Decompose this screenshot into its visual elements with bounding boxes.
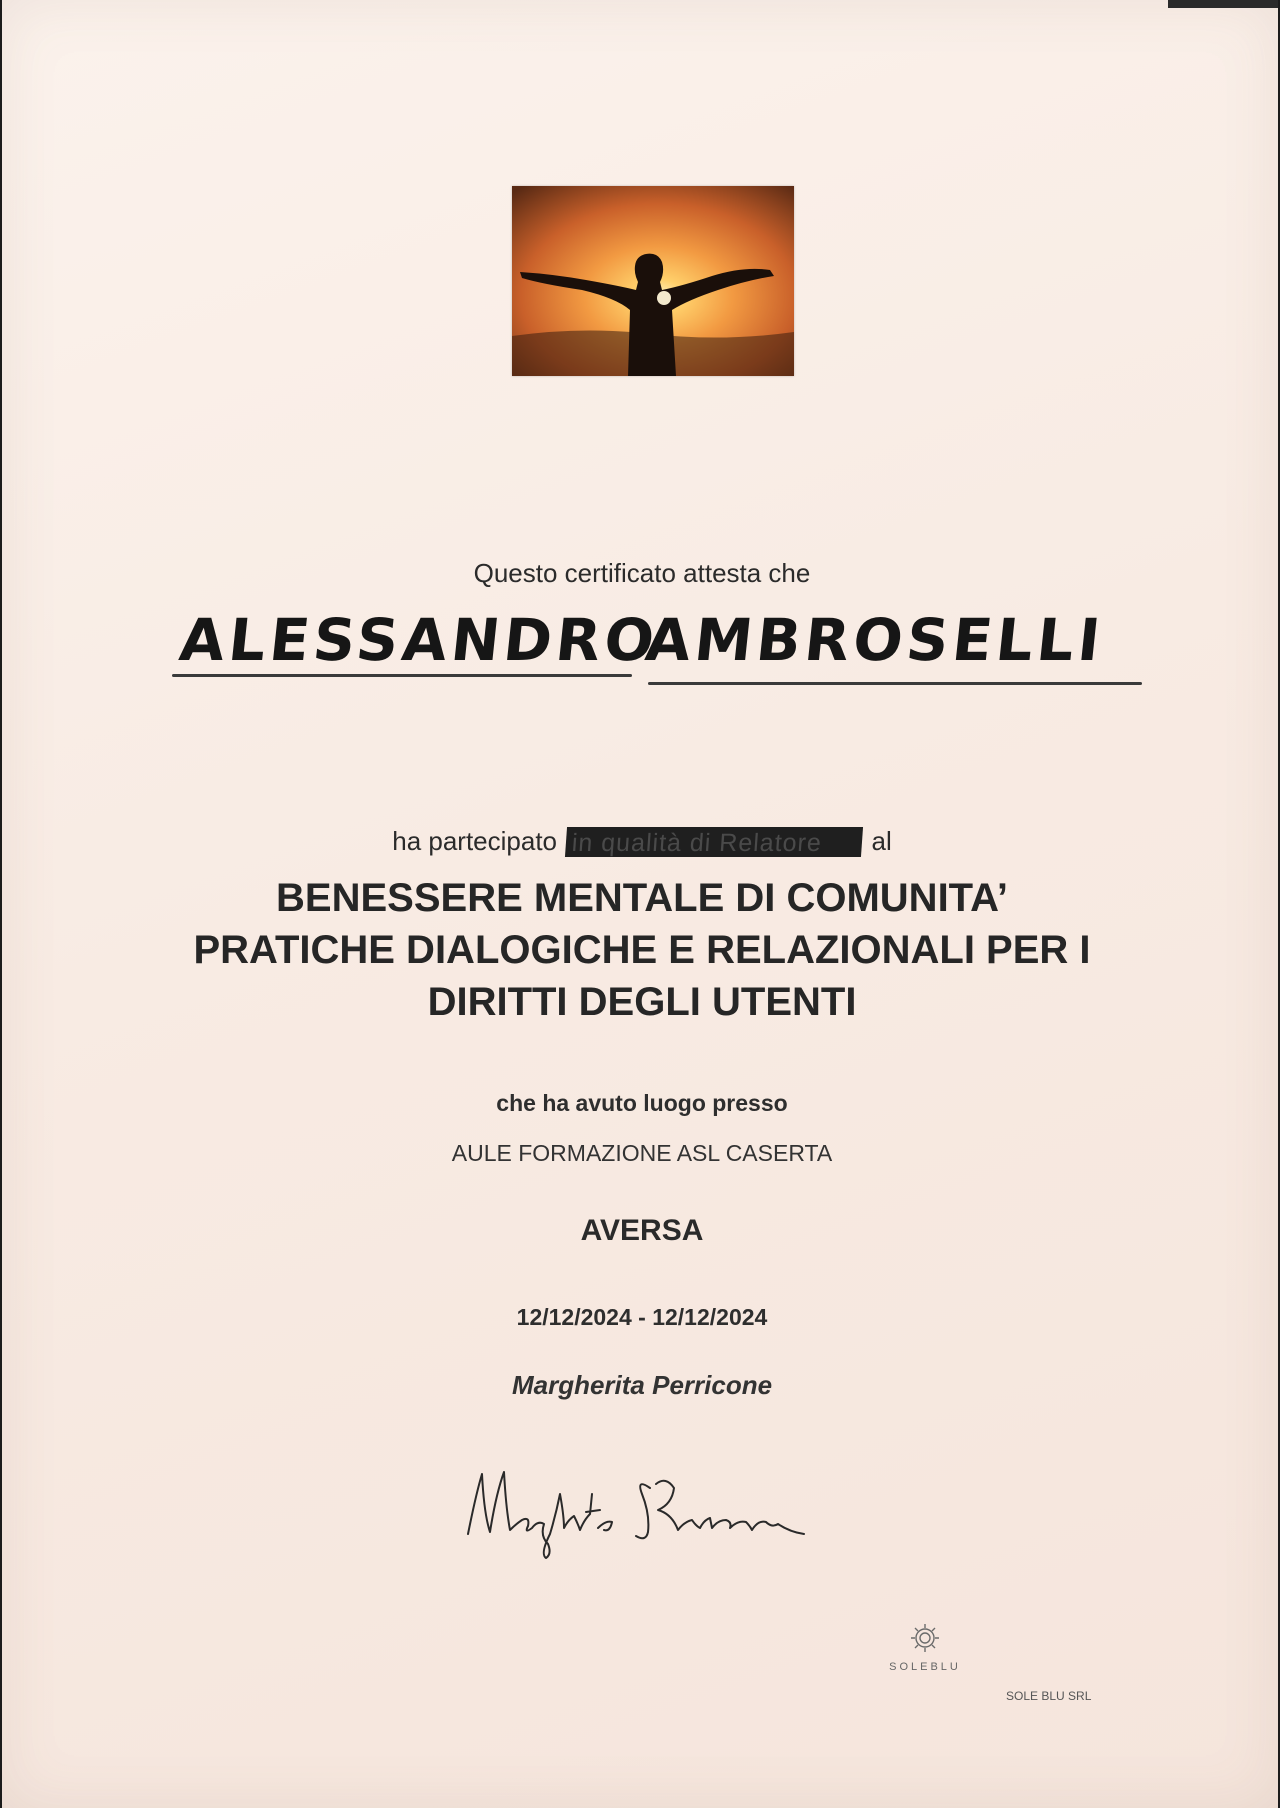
logo-text: SOLEBLU [889, 1661, 961, 1673]
signatory-name: Margherita Perricone [511, 1370, 773, 1400]
company-name: SOLE BLU SRL [1006, 1689, 1092, 1703]
first-name-underline [172, 674, 632, 677]
last-name: AMBROSELLI [642, 606, 1108, 674]
course-title-line: PRATICHE DIALOGICHE E RELAZIONALI PER I [193, 928, 1091, 972]
participated-prefix: ha partecipato [392, 826, 558, 856]
redaction-mark [565, 827, 863, 857]
city: AVERSA [580, 1214, 704, 1247]
course-title-line: DIRITTI DEGLI UTENTI [427, 980, 857, 1024]
certificate-sheet [2, 0, 1278, 1808]
sunset-silhouette-image [512, 186, 794, 376]
signature-image [460, 1454, 820, 1564]
last-name-underline [648, 682, 1142, 685]
intro-text: Questo certificato attesta che [473, 558, 811, 588]
participation-line [2, 826, 1280, 857]
redacted-role: in qualità di Relatore [571, 829, 824, 857]
handwritten-signature [460, 1454, 820, 1569]
soleblu-logo [880, 1622, 970, 1673]
venue: AULE FORMAZIONE ASL CASERTA [451, 1140, 833, 1166]
course-title-line: BENESSERE MENTALE DI COMUNITA’ [276, 876, 1008, 920]
course-title [152, 872, 1132, 1028]
event-dates: 12/12/2024 - 12/12/2024 [516, 1304, 768, 1330]
participated-suffix: al [871, 826, 892, 856]
held-label: che ha avuto luogo presso [496, 1090, 788, 1116]
first-name: ALESSANDRO [176, 606, 662, 674]
header-photo [512, 186, 794, 376]
sun-icon [909, 1622, 941, 1654]
